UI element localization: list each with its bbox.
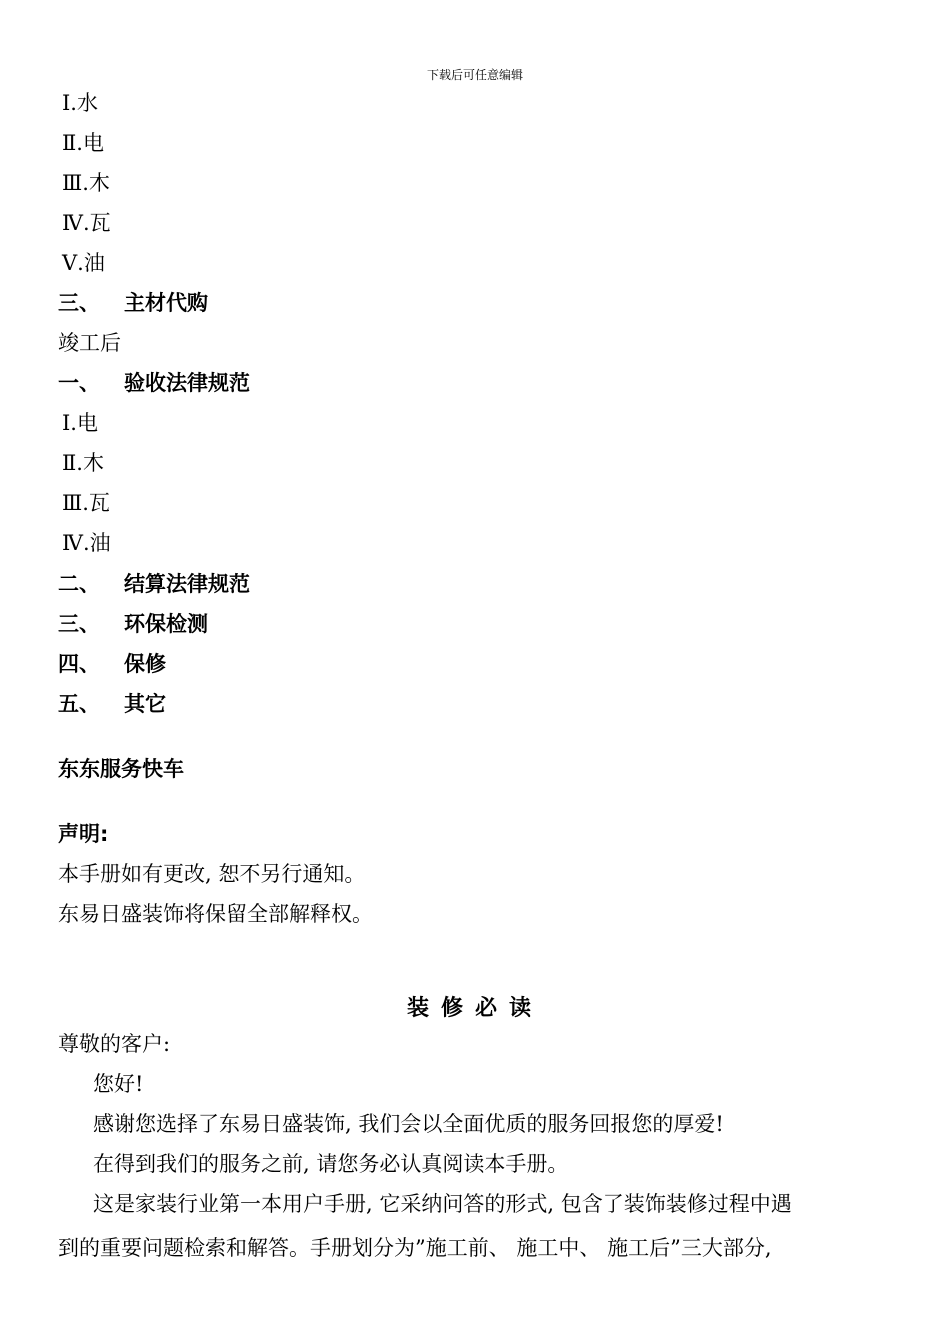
statement-line: 东易日盛装饰将保留全部解释权。 [58, 902, 373, 926]
paragraph-line: 感谢您选择了东易日盛装饰, 我们会以全面优质的服务回报您的厚爱! [93, 1112, 724, 1136]
list-item: Ⅰ.电 [62, 411, 98, 435]
list-item: Ⅱ.木 [62, 451, 104, 475]
paragraph-line: 在得到我们的服务之前, 请您务必认真阅读本手册。 [93, 1152, 569, 1176]
section-heading [58, 691, 166, 717]
section-heading [58, 611, 208, 637]
list-item: Ⅳ.瓦 [62, 211, 111, 235]
section-number: 三、 [58, 291, 100, 315]
section-title: 验收法律规范 [124, 371, 250, 395]
phase-label: 竣工后 [58, 331, 121, 355]
section-title: 结算法律规范 [124, 572, 250, 596]
list-item: Ⅲ.瓦 [62, 491, 110, 515]
section-heading [58, 571, 250, 597]
paragraph-line: 这是家装行业第一本用户手册, 它采纳问答的形式, 包含了装饰装修过程中遇 [93, 1192, 792, 1216]
section-title: 环保检测 [124, 612, 208, 636]
express-heading: 东东服务快车 [58, 757, 184, 781]
statement-line: 本手册如有更改, 恕不另行通知。 [58, 862, 366, 886]
section-heading [58, 651, 166, 677]
section-number: 五、 [58, 692, 100, 716]
section-heading [58, 370, 250, 396]
section-title: 保修 [124, 652, 166, 676]
statement-label: 声明: [58, 822, 109, 846]
section-heading [58, 290, 208, 316]
list-item: Ⅲ.木 [62, 171, 110, 195]
list-item: Ⅱ.电 [62, 131, 104, 155]
section-number: 三、 [58, 612, 100, 636]
section-number: 四、 [58, 652, 100, 676]
paragraph-line: 您好! [93, 1072, 144, 1096]
list-item: Ⅳ.油 [62, 531, 111, 555]
section-title: 主材代购 [124, 291, 208, 315]
page-header: 下载后可任意编辑 [426, 68, 523, 82]
paragraph-line: 到的重要问题检索和解答。手册划分为”施工前、 施工中、 施工后”三大部分, [58, 1236, 772, 1260]
list-item: Ⅰ.水 [62, 91, 98, 115]
list-item: Ⅴ.油 [62, 251, 105, 275]
section-number: 二、 [58, 572, 100, 596]
greeting: 尊敬的客户: [58, 1032, 171, 1056]
section-title: 其它 [124, 692, 166, 716]
section-number: 一、 [58, 371, 100, 395]
page-title: 装修必读 [406, 996, 543, 1021]
